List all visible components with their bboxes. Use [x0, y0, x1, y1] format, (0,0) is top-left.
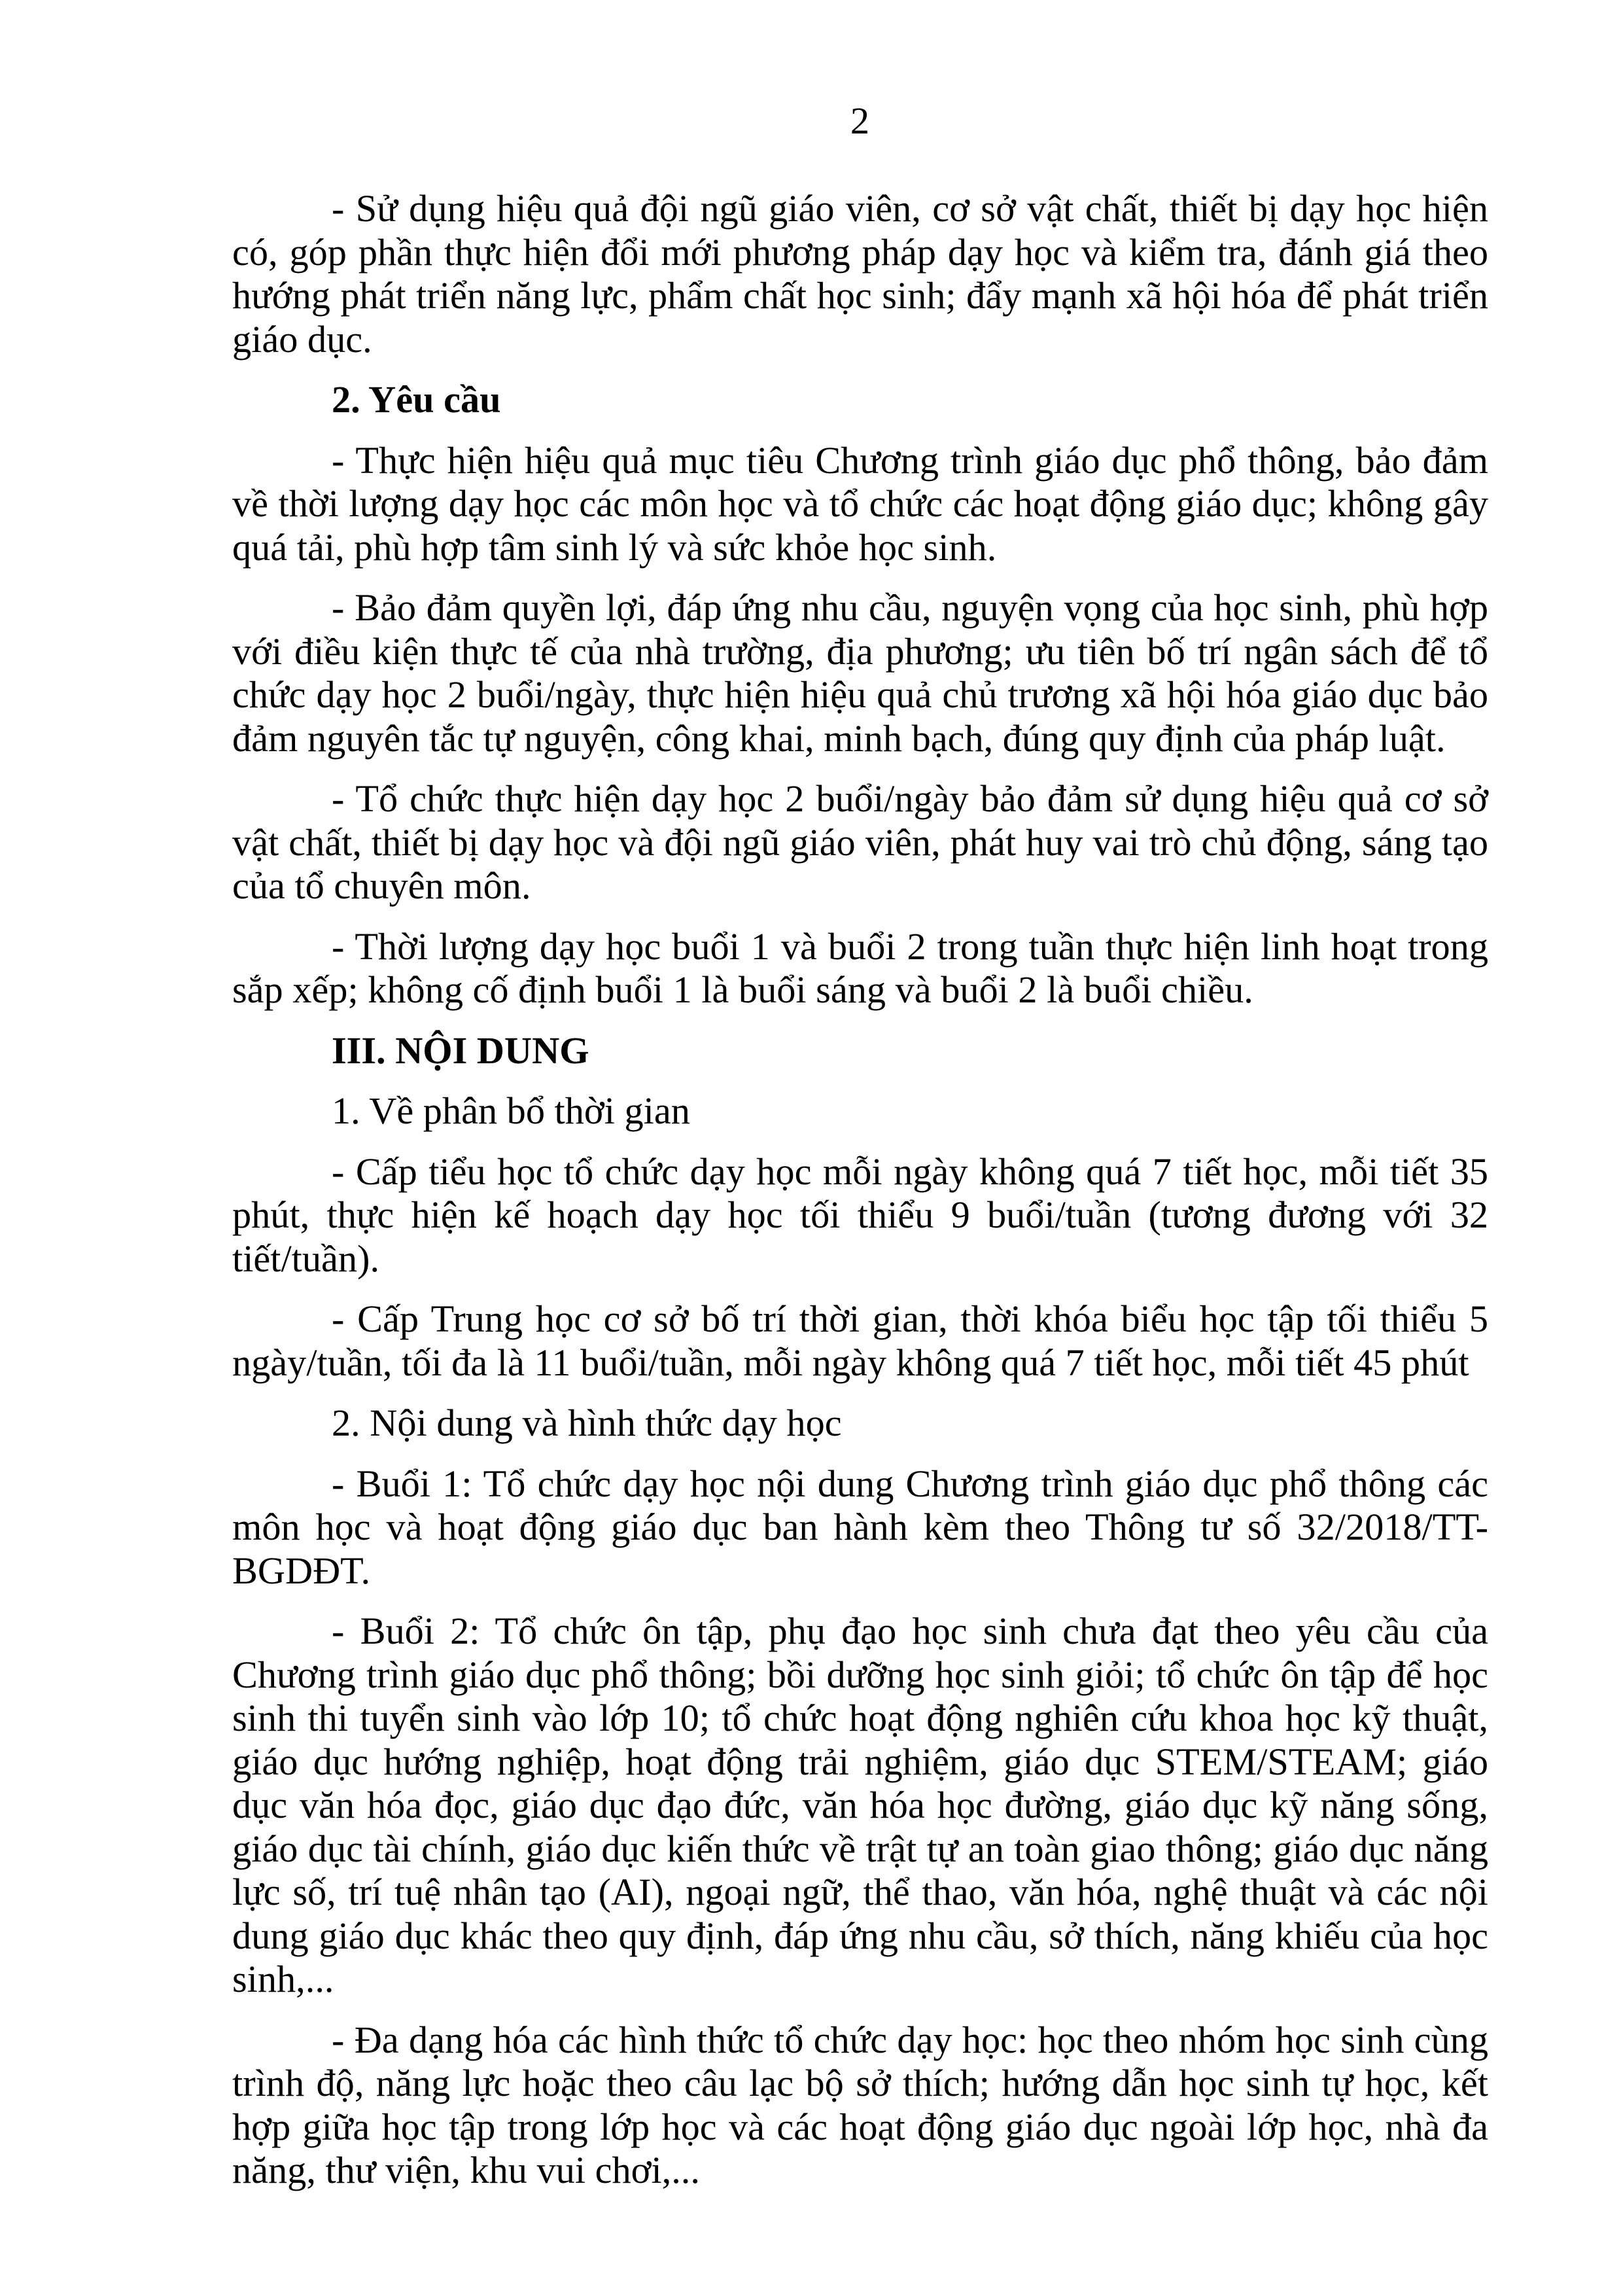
- paragraph-secondary-school: - Cấp Trung học cơ sở bố trí thời gian, thời khóa biểu học tập tối thiểu 5 ngày/tuần, tối đa là 11 buổi/tuần, mỗi ngày không quá 7 tiết học, mỗi tiết 45 phút: [232, 1298, 1488, 1384]
- paragraph-session-2: - Buổi 2: Tổ chức ôn tập, phụ đạo học sinh chưa đạt theo yêu cầu của Chương trình giáo dục phổ thông; bồi dưỡng học sinh giỏi; tổ chức ôn tập để học sinh thi tuyển sinh vào lớp 10; tổ chức hoạt động nghiên cứu khoa học kỹ thuật, giáo dục hướng nghiệp, hoạt động trải nghiệm, giáo dục STEM/STEAM; giáo dục văn hóa đọc, giáo dục đạo đức, văn hóa học đường, giáo dục kỹ năng sống, giáo dục tài chính, giáo dục kiến thức về trật tự an toàn giao thông; giáo dục năng lực số, trí tuệ nhân tạo (AI), ngoại ngữ, thể thao, văn hóa, nghệ thuật và các nội dung giáo dục khác theo quy định, đáp ứng nhu cầu, sở thích, năng khiếu của học sinh,...: [232, 1610, 1488, 2000]
- document-body: [232, 187, 1488, 2210]
- paragraph-resources: - Sử dụng hiệu quả đội ngũ giáo viên, cơ sở vật chất, thiết bị dạy học hiện có, góp phần thực hiện đổi mới phương pháp dạy học và kiểm tra, đánh giá theo hướng phát triển năng lực, phẩm chất học sinh; đẩy mạnh xã hội hóa để phát triển giáo dục.: [232, 187, 1488, 361]
- paragraph-student-rights: - Bảo đảm quyền lợi, đáp ứng nhu cầu, nguyện vọng của học sinh, phù hợp với điều kiện thực tế của nhà trường, địa phương; ưu tiên bố trí ngân sách để tổ chức dạy học 2 buổi/ngày, thực hiện hiệu quả chủ trương xã hội hóa giáo dục bảo đảm nguyên tắc tự nguyện, công khai, minh bạch, đúng quy định của pháp luật.: [232, 586, 1488, 760]
- paragraph-primary-school: - Cấp tiểu học tổ chức dạy học mỗi ngày không quá 7 tiết học, mỗi tiết 35 phút, thực hiện kế hoạch dạy học tối thiểu 9 buổi/tuần (tương đương với 32 tiết/tuần).: [232, 1150, 1488, 1280]
- subheading-time-allocation: 1. Về phân bổ thời gian: [332, 1089, 690, 1132]
- paragraph-organization: - Tổ chức thực hiện dạy học 2 buổi/ngày bảo đảm sử dụng hiệu quả cơ sở vật chất, thiết bị dạy học và đội ngũ giáo viên, phát huy vai trò chủ động, sáng tạo của tổ chuyên môn.: [232, 777, 1488, 907]
- heading-requirements: 2. Yêu cầu: [332, 378, 501, 421]
- paragraph-session-1: - Buổi 1: Tổ chức dạy học nội dung Chương trình giáo dục phổ thông các môn học và hoạt động giáo dục ban hành kèm theo Thông tư số 32/2018/TT-BGDĐT.: [232, 1462, 1488, 1592]
- paragraph-session-duration: - Thời lượng dạy học buổi 1 và buổi 2 trong tuần thực hiện linh hoạt trong sắp xếp; không cố định buổi 1 là buổi sáng và buổi 2 là buổi chiều.: [232, 925, 1488, 1011]
- subheading-teaching-forms: 2. Nội dung và hình thức dạy học: [332, 1402, 842, 1444]
- heading-content: III. NỘI DUNG: [332, 1029, 589, 1072]
- page-number: 2: [850, 99, 870, 142]
- paragraph-curriculum-goals: - Thực hiện hiệu quả mục tiêu Chương trình giáo dục phổ thông, bảo đảm về thời lượng dạy học các môn học và tổ chức các hoạt động giáo dục; không gây quá tải, phù hợp tâm sinh lý và sức khỏe học sinh.: [232, 438, 1488, 569]
- paragraph-diversify-forms: - Đa dạng hóa các hình thức tổ chức dạy học: học theo nhóm học sinh cùng trình độ, năng lực hoặc theo câu lạc bộ sở thích; hướng dẫn học sinh tự học, kết hợp giữa học tập trong lớp học và các hoạt động giáo dục ngoài lớp học, nhà đa năng, thư viện, khu vui chơi,...: [232, 2018, 1488, 2191]
